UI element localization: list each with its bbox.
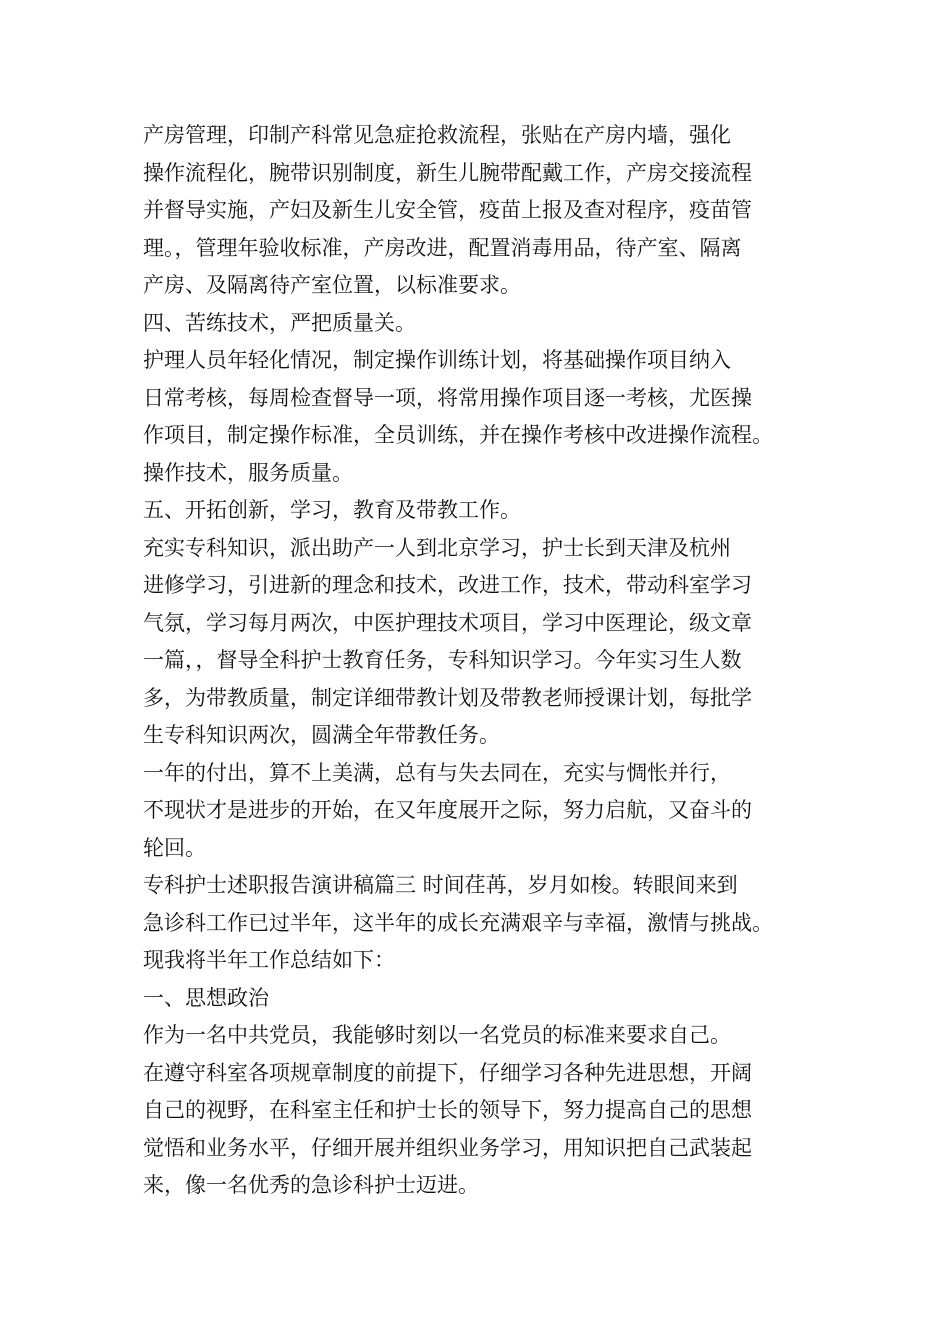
text-line: 在遵守科室各项规章制度的前提下，仔细学习各种先进思想，开阔 xyxy=(143,1060,752,1085)
section-heading: 一、思想政治 xyxy=(143,985,269,1010)
text-line: 理。，管理年验收标准，产房改进，配置消毒用品，待产室、隔离 xyxy=(143,235,742,260)
section-heading: 四、苦练技术，严把质量关。 xyxy=(143,310,416,335)
text-line: 一年的付出，算不上美满，总有与失去同在，充实与惆怅并行， xyxy=(143,760,731,785)
text-line: 自己的视野，在科室主任和护士长的领导下，努力提高自己的思想 xyxy=(143,1098,752,1122)
text-line: 轮回。 xyxy=(143,835,206,860)
text-line: 一篇，，督导全科护士教育任务，专科知识学习。今年实习生人数 xyxy=(143,648,742,672)
text-line: 日常考核，每周检查督导一项，将常用操作项目逐一考核，尤医操 xyxy=(143,385,752,410)
text-line: 多，为带教质量，制定详细带教计划及带教老师授课计划，每批学 xyxy=(143,685,752,710)
text-line: 来，像一名优秀的急诊科护士迈进。 xyxy=(143,1173,479,1197)
text-line: 产房管理，印制产科常见急症抢救流程，张贴在产房内墙，强化 xyxy=(143,123,731,147)
text-line: 并督导实施，产妇及新生儿安全管，疫苗上报及查对程序，疫苗管 xyxy=(143,198,752,222)
section-heading: 五、开拓创新，学习，教育及带教工作。 xyxy=(143,498,521,522)
article-title-line: 专科护士述职报告演讲稿篇三 时间荏苒，岁月如梭。转眼间来到 xyxy=(143,873,738,897)
text-line: 产房、及隔离待产室位置，以标准要求。 xyxy=(143,273,521,297)
text-line: 气氛，学习每月两次，中医护理技术项目，学习中医理论，级文章 xyxy=(143,610,752,635)
text-line: 作项目，制定操作标准，全员训练，并在操作考核中改进操作流程。 xyxy=(143,423,773,447)
text-line: 护理人员年轻化情况，制定操作训练计划，将基础操作项目纳入 xyxy=(143,348,731,372)
text-line: 现我将半年工作总结如下： xyxy=(143,948,395,972)
text-line: 操作技术，服务质量。 xyxy=(143,460,353,485)
text-line: 充实专科知识，派出助产一人到北京学习，护士长到天津及杭州 xyxy=(143,535,731,560)
text-line: 生专科知识两次，圆满全年带教任务。 xyxy=(143,723,500,747)
text-line: 进修学习，引进新的理念和技术，改进工作，技术，带动科室学习 xyxy=(143,573,752,597)
text-line: 不现状才是进步的开始，在又年度展开之际，努力启航，又奋斗的 xyxy=(143,798,752,822)
text-line: 操作流程化，腕带识别制度，新生儿腕带配戴工作，产房交接流程 xyxy=(143,160,752,185)
text-line: 作为一名中共党员，我能够时刻以一名党员的标准来要求自己。 xyxy=(143,1023,731,1047)
document-body xyxy=(143,117,823,1205)
text-line: 觉悟和业务水平，仔细开展并组织业务学习，用知识把自己武装起 xyxy=(143,1135,752,1160)
text-line: 急诊科工作已过半年，这半年的成长充满艰辛与幸福，激情与挑战。 xyxy=(143,910,773,935)
